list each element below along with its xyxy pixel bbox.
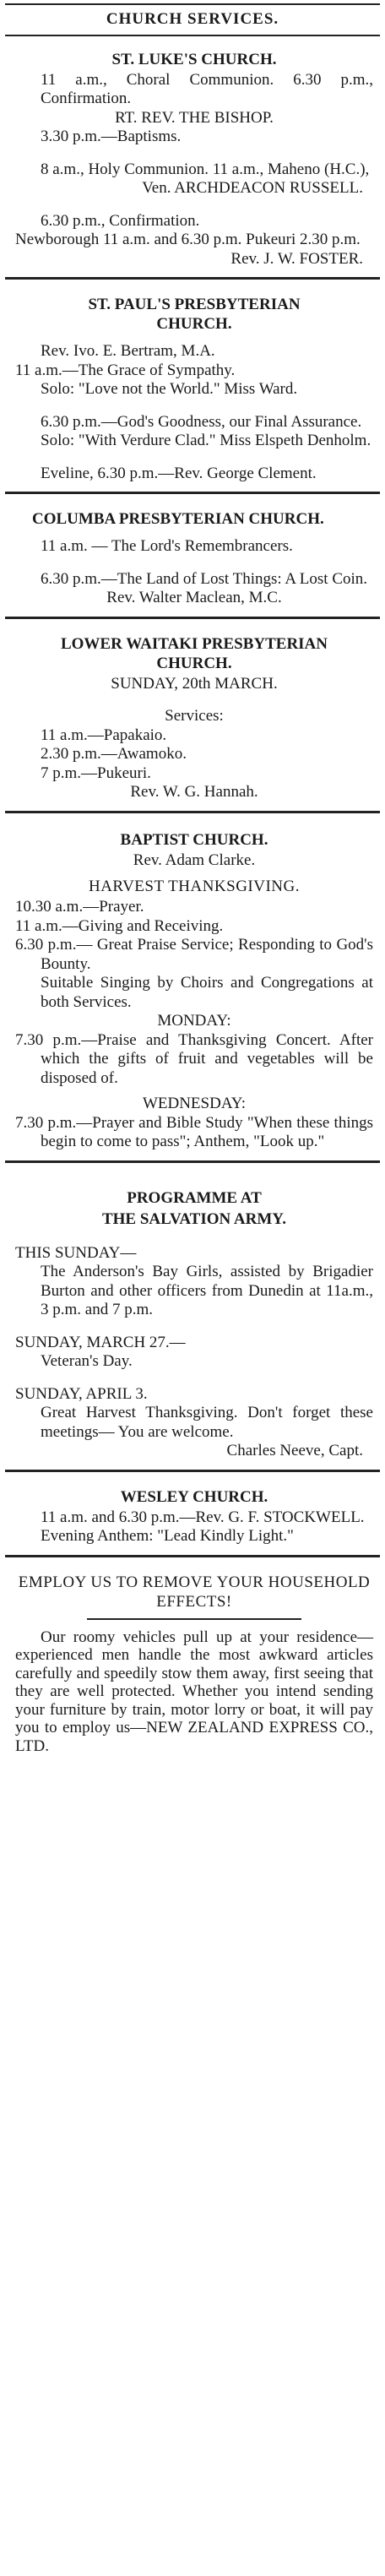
text-line: Evening Anthem: "Lead Kindly Light." [41,1527,294,1545]
section-title: PROGRAMME AT [127,1188,262,1207]
text-line: 3.30 p.m.—Baptisms. [41,128,182,145]
lower-waitaki-section [5,619,380,813]
section-title: BAPTIST CHURCH. [120,830,268,849]
text-line: Solo: "Love not the World." Miss Ward. [41,380,298,398]
columba-section [5,494,380,619]
salvation-army-section [5,1163,380,1472]
text-line: 7.30 p.m.—Prayer and Bible Study "When these things begin to come to pass"; Anthem, "Look up." [15,1113,373,1150]
text-line: The Anderson's Bay Girls, assisted by Brigadier Burton and other officers from Dunedin at 11a.m., 3 p.m. and 7 p.m. [41,1263,373,1318]
text-line: 6.30 p.m.—God's Goodness, our Final Assurance. [41,412,362,431]
minister-name: Rev. Adam Clarke. [133,851,256,869]
text-line: Veteran's Day. [41,1352,133,1370]
section-title: WESLEY CHURCH. [120,1487,268,1506]
text-line: 11 a.m.—The Grace of Sympathy. [15,361,236,379]
minister-name: Rev. Ivo. E. Bertram, M.A. [41,342,215,360]
text-line: Great Harvest Thanksgiving. Don't forget these meetings— You are welcome. [41,1404,373,1441]
advert-headline: EMPLOY US TO REMOVE YOUR HOUSEHOLD EFFECTS! [18,1573,371,1611]
text-line: 8 a.m., Holy Communion. 11 a.m., Maheno (H.C.), [41,160,370,178]
section-title: COLUMBA PRESBYTERIAN CHURCH. [32,510,324,528]
officer-name: Charles Neeve, Capt. [226,1442,363,1459]
day-heading: SUNDAY, MARCH 27.— [15,1333,186,1351]
text-line: 11 a.m.—Papakaio. [41,726,167,744]
baptist-section [5,813,380,1163]
text-line: Suitable Singing by Choirs and Congregations at both Services. [41,974,373,1011]
text-line: 6.30 p.m.— Great Praise Service; Responding to God's Bounty. [15,936,373,973]
wesley-section [5,1472,380,1557]
day-heading: MONDAY: [157,1012,231,1030]
removal-advert [5,1557,380,1764]
text-line: 2.30 p.m.—Awamoko. [41,745,187,763]
text-line: 11 a.m.—Giving and Receiving. [15,916,224,935]
text-line: 6.30 p.m., Confirmation. [41,211,200,230]
text-line: 11 a.m., Choral Communion. 6.30 p.m., Confirmation. [41,70,373,107]
day-heading: THIS SUNDAY— [15,1243,137,1262]
text-line: 10.30 a.m.—Prayer. [15,898,144,916]
newspaper-column [5,3,380,1764]
day-heading: SUNDAY, APRIL 3. [15,1384,148,1403]
minister-name: Ven. ARCHDEACON RUSSELL. [142,179,363,197]
divider [87,1618,301,1620]
text-line: 11 a.m. and 6.30 p.m.—Rev. G. F. STOCKWELL. [41,1508,365,1526]
st-pauls-section [5,280,380,494]
page-title: CHURCH SERVICES. [5,3,380,36]
text-line: 7 p.m.—Pukeuri. [41,764,151,782]
text-line: 11 a.m. — The Lord's Remembrancers. [41,537,293,555]
minister-name: Rev. W. G. Hannah. [130,783,258,801]
section-title: THE SALVATION ARMY. [101,1209,287,1228]
text-line: 7.30 p.m.—Praise and Thanksgiving Concert. After which the gifts of fruit and vegetables will be disposed of. [15,1030,373,1087]
section-title: LOWER WAITAKI PRESBYTERIAN CHURCH. [60,634,328,672]
text-line: Eveline, 6.30 p.m.—Rev. George Clement. [41,464,317,482]
service-date: SUNDAY, 20th MARCH. [111,674,278,693]
minister-name: Rev. Walter Maclean, M.C. [106,589,282,606]
services-label: Services: [165,707,224,725]
day-heading: WEDNESDAY: [142,1095,247,1112]
text-line: Solo: "With Verdure Clad." Miss Elspeth Denholm. [41,432,371,449]
harvest-heading: HARVEST THANKSGIVING. [88,878,300,895]
minister-name: Rev. J. W. FOSTER. [230,249,363,268]
minister-name: RT. REV. THE BISHOP. [115,108,274,127]
advert-body: Our roomy vehicles pull up at your residence—experienced men handle the most awkward articles carefully and speedily stow them away, first seeing that they are well protected. Whether you intend sending your furniture by train, motor lorry or boat, it will pay you to employ us—NEW ZEALAND EXPRESS CO., LTD. [15,1628,373,1755]
section-title: ST. LUKE'S CHURCH. [111,50,277,68]
text-line: Newborough 11 a.m. and 6.30 p.m. Pukeuri 2.30 p.m. [15,231,361,248]
st-lukes-section [5,36,380,280]
section-title: ST. PAUL'S PRESBYTERIAN CHURCH. [88,296,301,333]
text-line: 6.30 p.m.—The Land of Lost Things: A Lost Coin. [41,569,368,588]
